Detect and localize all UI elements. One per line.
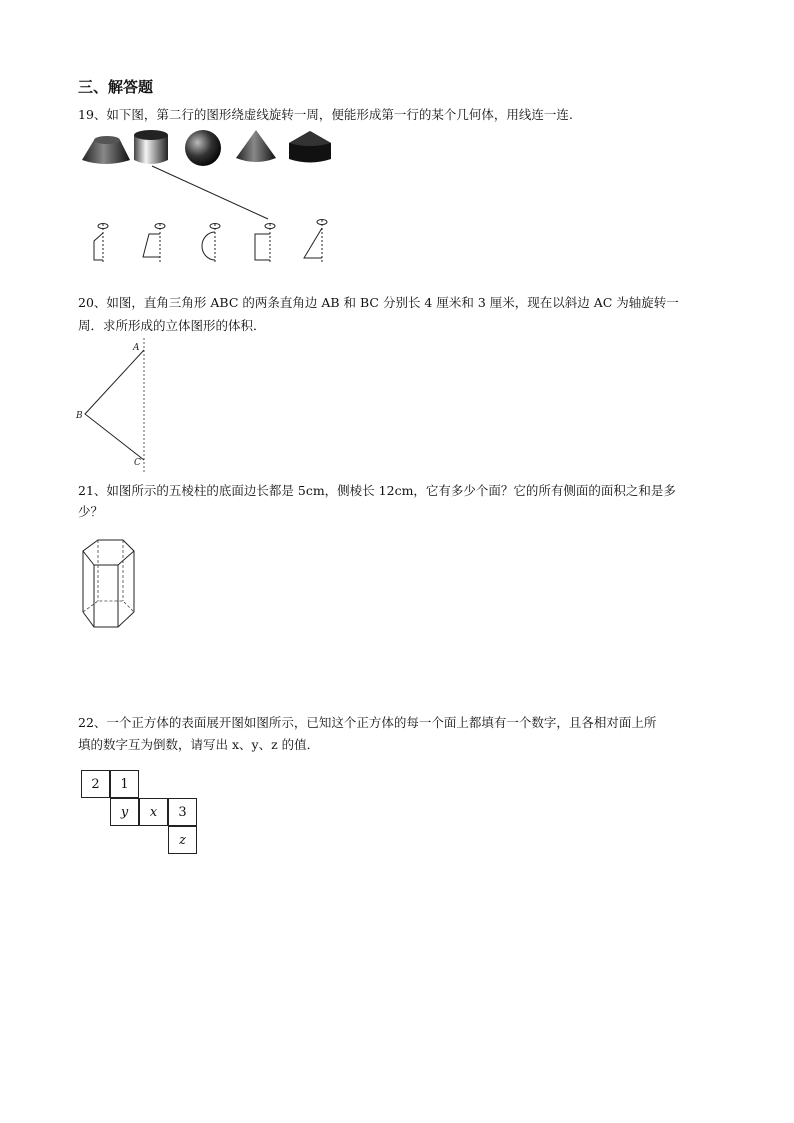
question-19-text: 19、如下图，第二行的图形绕虚线旋转一周，便能形成第一行的某个几何体，用线连一连. xyxy=(78,107,573,122)
net-cell-2: 2 xyxy=(81,770,110,798)
question-20-text-line1: 20、如图，直角三角形 ABC 的两条直角边 AB 和 BC 分别长 4 厘米和 3 厘米，现在以斜边 AC 为轴旋转一 xyxy=(78,295,679,310)
question-21-text-line2: 少？ xyxy=(78,504,104,519)
net-cell-1: 1 xyxy=(110,770,139,798)
vertex-b-label: B xyxy=(76,411,83,421)
vertex-a-label: A xyxy=(133,343,140,353)
question-21-text-line1: 21、如图所示的五棱柱的底面边长都是 5cm，侧棱长 12cm，它有多少个面？它的所有侧面的面积之和是多 xyxy=(78,483,676,498)
question-20-text-line2: 周．求所形成的立体图形的体积． xyxy=(78,318,266,333)
net-cell-y: y xyxy=(110,798,139,826)
vertex-c-label: C xyxy=(134,458,141,468)
net-cell-z: z xyxy=(168,826,197,854)
section-title: 三、解答题 xyxy=(78,78,154,96)
question-22-text-line2: 填的数字互为倒数，请写出 x、y、z 的值． xyxy=(78,737,320,752)
net-cell-3: 3 xyxy=(168,798,197,826)
question-22-text-line1: 22、一个正方体的表面展开图如图所示，已知这个正方体的每一个面上都填有一个数字，且各相对面上所 xyxy=(78,715,657,730)
net-cell-x: x xyxy=(139,798,168,826)
